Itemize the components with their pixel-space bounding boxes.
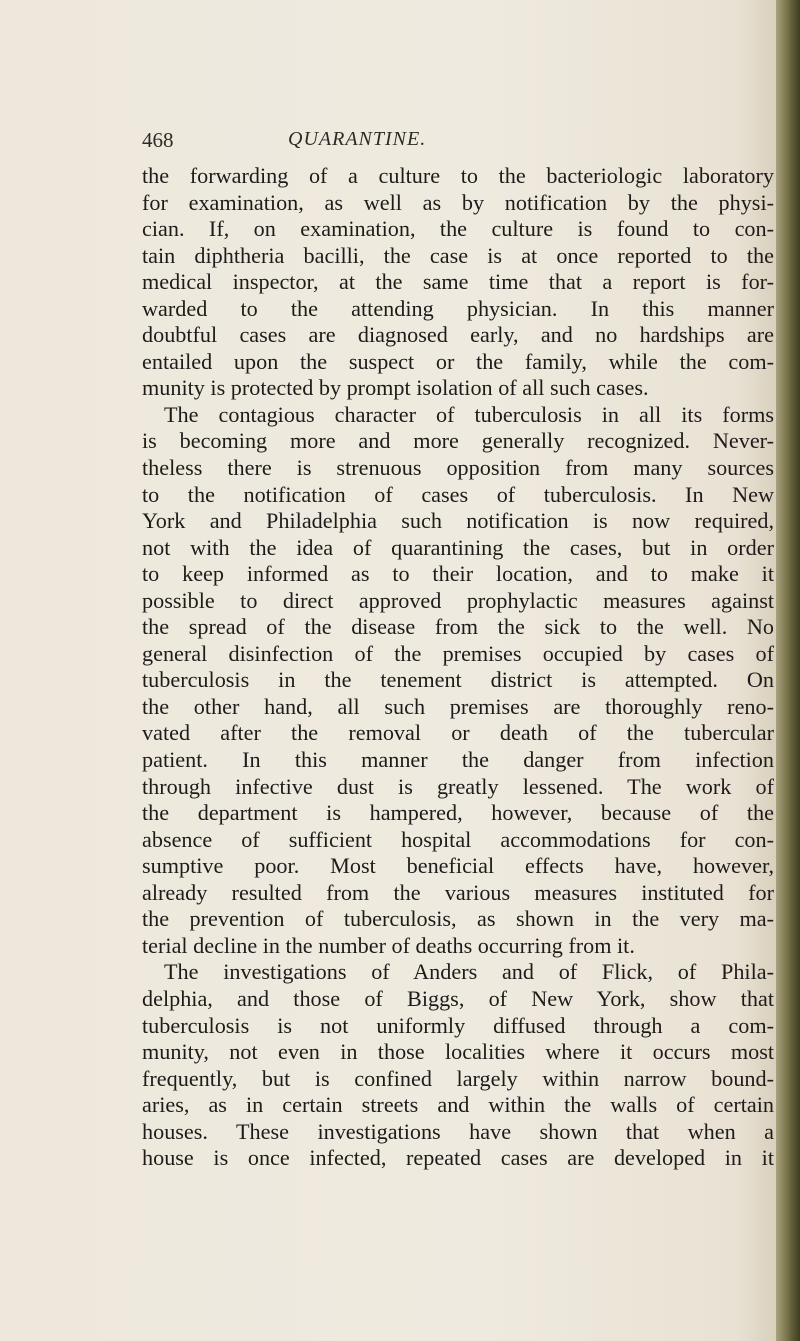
book-spine-edge xyxy=(776,0,800,1341)
text-line: general disinfection of the premises occupied by cases of xyxy=(142,640,774,666)
text-line: tuberculosis in the tenement district is attempted. On xyxy=(142,667,774,693)
running-title: QUARANTINE. xyxy=(288,128,427,150)
text-line: houses. These investigations have shown that when a xyxy=(142,1118,774,1144)
text-line: terial decline in the number of deaths occurring from it. xyxy=(142,932,635,958)
text-line: is becoming more and more generally recognized. Never- xyxy=(142,428,774,454)
text-line: to keep informed as to their location, and to make it xyxy=(142,561,774,587)
text-line: already resulted from the various measures instituted for xyxy=(142,879,774,905)
text-line: tuberculosis is not uniformly diffused through a com- xyxy=(142,1012,774,1038)
text-line: sumptive poor. Most beneficial effects have, however, xyxy=(142,853,774,879)
page-header xyxy=(142,128,772,158)
text-line: delphia, and those of Biggs, of New York, show that xyxy=(142,985,774,1011)
text-line: not with the idea of quarantining the cases, but in order xyxy=(142,534,774,560)
text-line: The contagious character of tuberculosis in all its forms xyxy=(164,401,774,427)
text-line: medical inspector, at the same time that a report is for- xyxy=(142,269,774,295)
text-line: for examination, as well as by notification by the physi- xyxy=(142,189,774,215)
text-line: theless there is strenuous opposition from many sources xyxy=(142,455,774,481)
text-line: munity, not even in those localities where it occurs most xyxy=(142,1039,774,1065)
text-line: entailed upon the suspect or the family, while the com- xyxy=(142,348,774,374)
text-line: the prevention of tuberculosis, as shown in the very ma- xyxy=(142,906,774,932)
text-line: the forwarding of a culture to the bacteriologic laboratory xyxy=(142,163,774,188)
text-line: York and Philadelphia such notification is now required, xyxy=(142,508,774,534)
text-line: frequently, but is confined largely within narrow bound- xyxy=(142,1065,774,1091)
text-line: the department is hampered, however, because of the xyxy=(142,800,774,826)
text-line: munity is protected by prompt isolation of all such cases. xyxy=(142,375,649,401)
text-line: warded to the attending physician. In this manner xyxy=(142,295,774,321)
page-number: 468 xyxy=(142,128,174,152)
text-line: house is once infected, repeated cases are developed in it xyxy=(142,1145,774,1171)
body-text xyxy=(142,163,774,1172)
text-line: vated after the removal or death of the tubercular xyxy=(142,720,774,746)
text-line: tain diphtheria bacilli, the case is at once reported to the xyxy=(142,242,774,268)
text-line: absence of sufficient hospital accommodations for con- xyxy=(142,826,774,852)
text-line: doubtful cases are diagnosed early, and no hardships are xyxy=(142,322,774,348)
text-line: possible to direct approved prophylactic measures against xyxy=(142,587,774,613)
text-line: patient. In this manner the danger from infection xyxy=(142,747,774,773)
text-line: the other hand, all such premises are thoroughly reno- xyxy=(142,693,774,719)
text-line: aries, as in certain streets and within the walls of certain xyxy=(142,1092,774,1118)
text-line: the spread of the disease from the sick to the well. No xyxy=(142,614,774,640)
text-line: through infective dust is greatly lessened. The work of xyxy=(142,773,774,799)
text-line: cian. If, on examination, the culture is found to con- xyxy=(142,216,774,242)
text-line: to the notification of cases of tuberculosis. In New xyxy=(142,481,774,507)
text-line: The investigations of Anders and of Flick, of Phila- xyxy=(164,959,774,985)
